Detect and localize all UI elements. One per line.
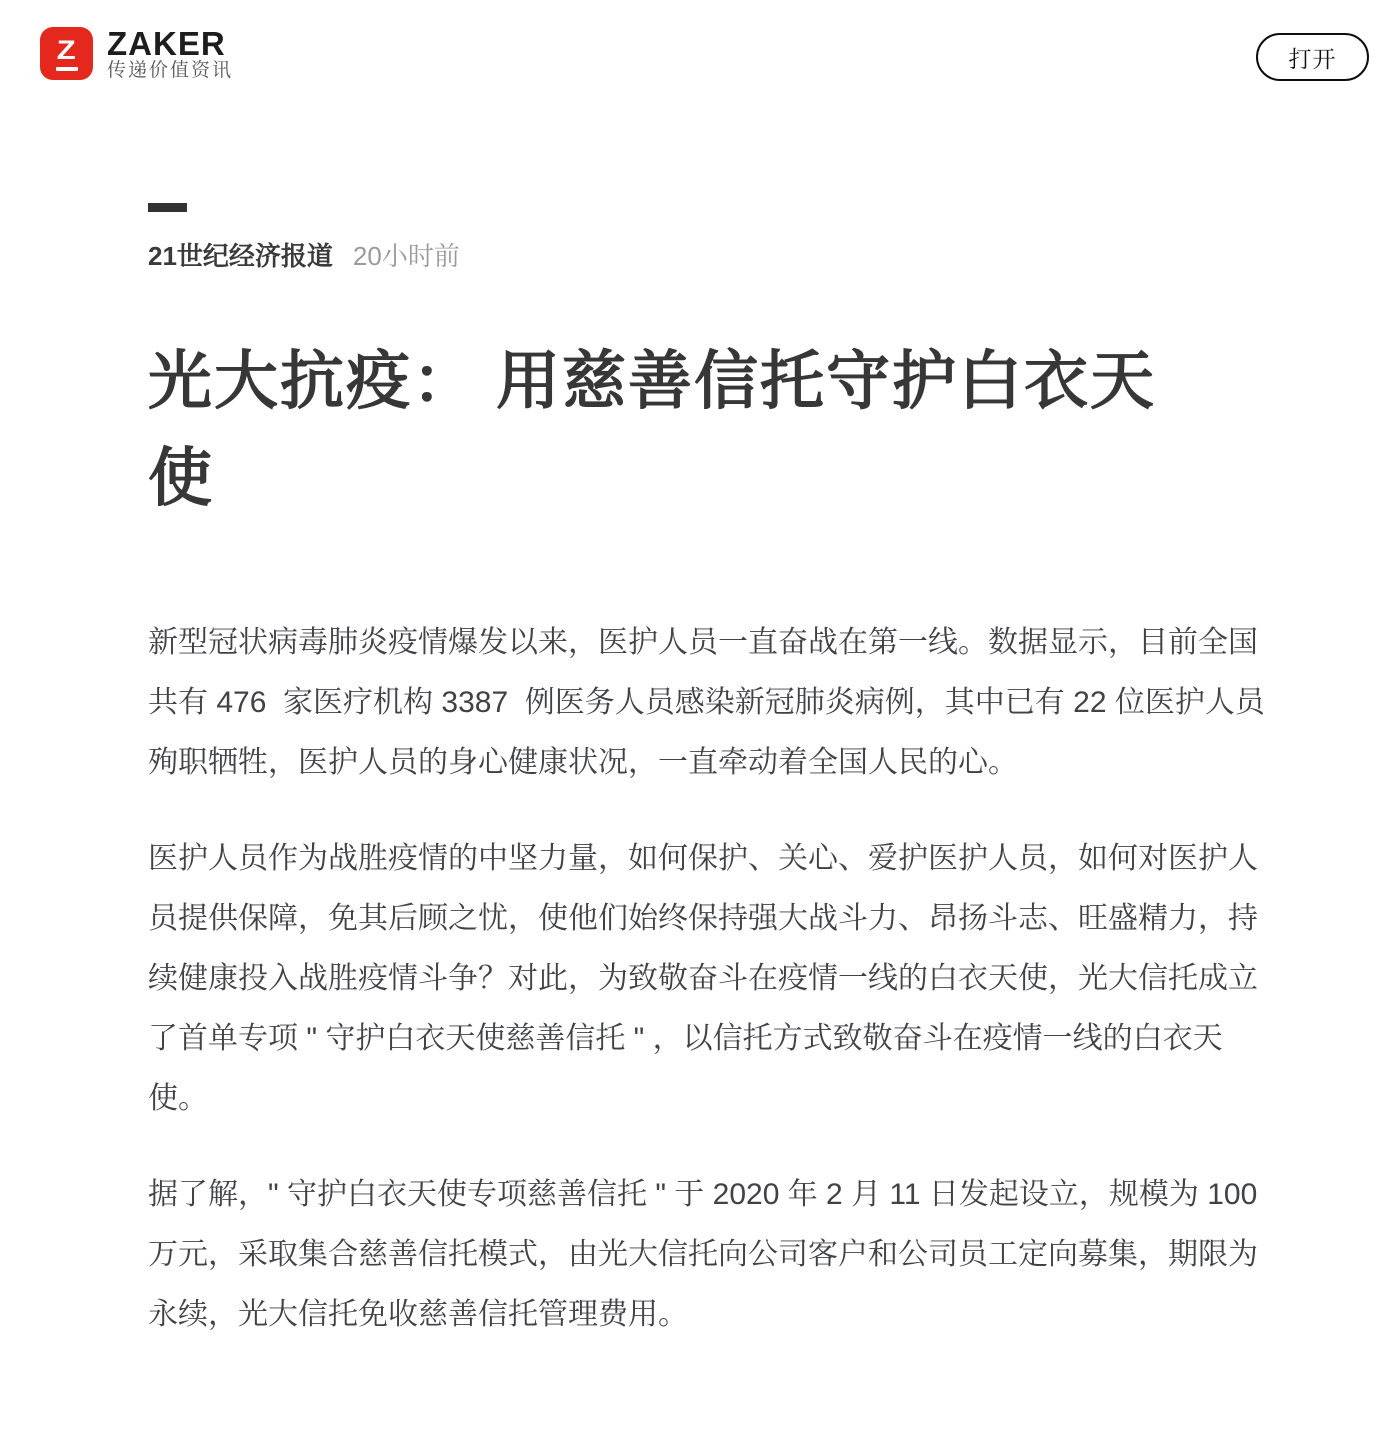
zaker-logo-icon bbox=[40, 27, 93, 80]
source-name[interactable]: 21世纪经济报道 bbox=[148, 241, 333, 271]
article-paragraph: 医护人员作为战胜疫情的中坚力量，如何保护、关心、爱护医护人员，如何对医护人员提供保障，免其后顾之忧，使他们始终保持强大战斗力、昂扬斗志、旺盛精力，持续健康投入战胜疫情斗争？对此，为致敬奋斗在疫情一线的白衣天使，光大信托成立了首单专项 " 守护白衣天使慈善信托 " ，以信托方式致敬奋斗在疫情一线的白衣天使。 bbox=[148, 842, 1258, 1115]
brand-text-stack bbox=[107, 26, 233, 81]
article-title-line2: 使 bbox=[148, 443, 214, 514]
article-paragraph: 据了解，" 守护白衣天使专项慈善信托 " 于 2020 年 2 月 11 日发起设立，规模为 100 万元，采取集合慈善信托模式，由光大信托向公司客户和公司员工定向募集，期限为永续，光大信托免收慈善信托管理费用。 bbox=[148, 1178, 1266, 1331]
page-header bbox=[0, 0, 1397, 110]
open-app-button[interactable]: 打开 bbox=[1256, 33, 1369, 81]
zaker-logo[interactable] bbox=[40, 26, 233, 81]
article-title bbox=[148, 333, 1268, 527]
zaker-logo-underline bbox=[56, 67, 78, 71]
article-dash-divider bbox=[148, 203, 187, 212]
article-source-row bbox=[148, 236, 1268, 273]
article-body bbox=[148, 613, 1268, 1345]
brand-name: ZAKER bbox=[107, 25, 226, 62]
article-title-line1: 光大抗疫： 用慈善信托守护白衣天 bbox=[148, 346, 1156, 417]
article-container bbox=[148, 203, 1268, 1381]
article-paragraph: 新型冠状病毒肺炎疫情爆发以来，医护人员一直奋战在第一线。数据显示，目前全国共有 476 家医疗机构 3387 例医务人员感染新冠肺炎病例，其中已有 22 位医护人员殉职牺牲，医护人员的身心健康状况，一直牵动着全国人民的心。 bbox=[148, 626, 1265, 779]
zaker-logo-letter: Z bbox=[57, 34, 76, 65]
published-time: 20小时前 bbox=[352, 241, 460, 271]
brand-tagline: 传递价值资讯 bbox=[107, 60, 234, 81]
